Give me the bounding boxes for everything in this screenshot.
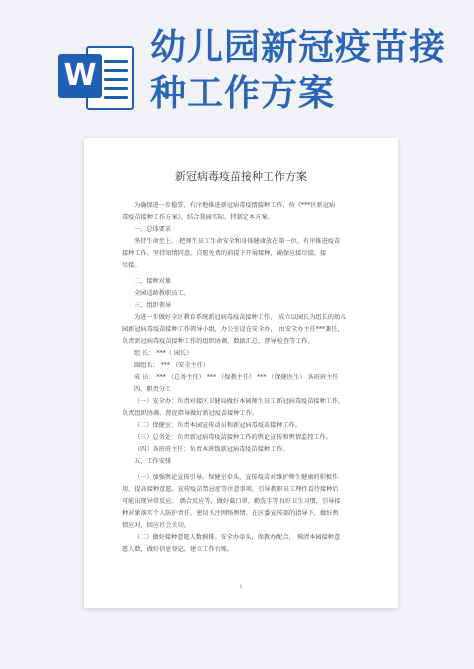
body-line: 为进一步做好全区教育系统新冠病毒疫苗接种工作， 成立以园长为组长的幼儿 <box>134 314 347 321</box>
body-line: 负责组织协调、督促指导做好新冠疫苗接种工作。 <box>122 410 259 417</box>
body-line: 副组长： *** （安全主任） <box>134 362 210 369</box>
body-line: 接种工作，坚持知情同意、自愿免费的前提下开展接种，确保应接尽接，接 <box>122 250 327 257</box>
body-line: 园新冠病毒疫苗接种工作领导小组，办公室设在安全办， 由安全办主任***兼任， <box>122 326 344 333</box>
section-heading: 五、工作安排 <box>134 458 172 465</box>
section-heading: 二、接种对象 <box>134 278 172 285</box>
document-body <box>122 200 362 556</box>
body-line: 负责新冠病毒疫苗接种工作的组织协调、数据汇总、督导检查等工作。 <box>122 338 314 345</box>
body-line: 组 长： ***（ 园长） <box>134 350 193 357</box>
banner-title-line-1: 幼儿园新冠疫苗接 <box>150 27 447 68</box>
body-line: 毒疫苗接种工作方案》，结合我园实际，特制定本方案。 <box>122 214 274 221</box>
body-line: （三）总务处：负责新冠病毒疫苗接种工作的舆论宣传和舆情监控工作。 <box>134 434 332 441</box>
section-heading: 一、总体要求 <box>134 226 172 233</box>
body-line: （一）加强舆论宣传引导。保健室牵头，宣传疫苗对维护师生健康的积极作 <box>134 474 339 481</box>
body-line: 坚持生命至上， 把师生员工生命安全和身体健康放在第一位，有序推进疫苗 <box>134 238 341 245</box>
body-line: 用，提高接种意愿。宣传疫苗禁忌症等注意事项，引导教职员工理性看待接种后 <box>122 486 339 493</box>
section-heading: 三、组织领导 <box>134 302 172 309</box>
banner-title-line-2: 种工作方案 <box>150 73 336 114</box>
body-line: 尽接。 <box>122 262 141 269</box>
document-title: 新冠病毒疫苗接种工作方案 <box>175 170 307 183</box>
body-line: （四）各班班主任：负责本班级新冠病毒疫苗接种工作。 <box>134 446 289 453</box>
body-line: （二）做好接种意愿人数摸排。安全办牵头，保教办配合， 摸清本园接种意 <box>134 534 341 541</box>
banner-header <box>0 0 474 128</box>
section-heading: 四、职责分工 <box>134 386 172 393</box>
word-document-icon <box>58 40 138 114</box>
body-line: 愿人数，做好信息登记，建立工作台账。 <box>122 546 234 553</box>
body-line: 情应对，回应社会关切。 <box>122 522 191 529</box>
body-line: 种对象落实个人防护责任，密切关注网络舆情，在区委宣传部的指导下，做好舆 <box>122 510 339 517</box>
document-page-preview[interactable] <box>84 138 398 608</box>
body-line: 为确保进一步稳妥、有序地推进新冠病毒疫情接种工作，按《***区新冠病 <box>134 202 336 209</box>
body-line: 成 员： *** （总务主任） *** （保教主任） *** （保健医生） 各班班主任 <box>134 374 339 381</box>
body-line: （二）保健室：负责本园宣传动员和新冠病毒疫苗接种工作。 <box>134 422 302 429</box>
body-line: 全园适龄教职员工。 <box>134 290 190 297</box>
body-line: （一）安全办：负责对接区卫健局做好本园师生员工新冠病毒疫苗接种工作， <box>134 398 345 405</box>
body-line: 可能出现异常反应。 偶合反应等，做好截口罩、勤洗手等良好卫生习惯，引导接 <box>122 498 341 505</box>
page-number: 1 <box>239 584 243 590</box>
word-badge: W <box>58 54 102 98</box>
